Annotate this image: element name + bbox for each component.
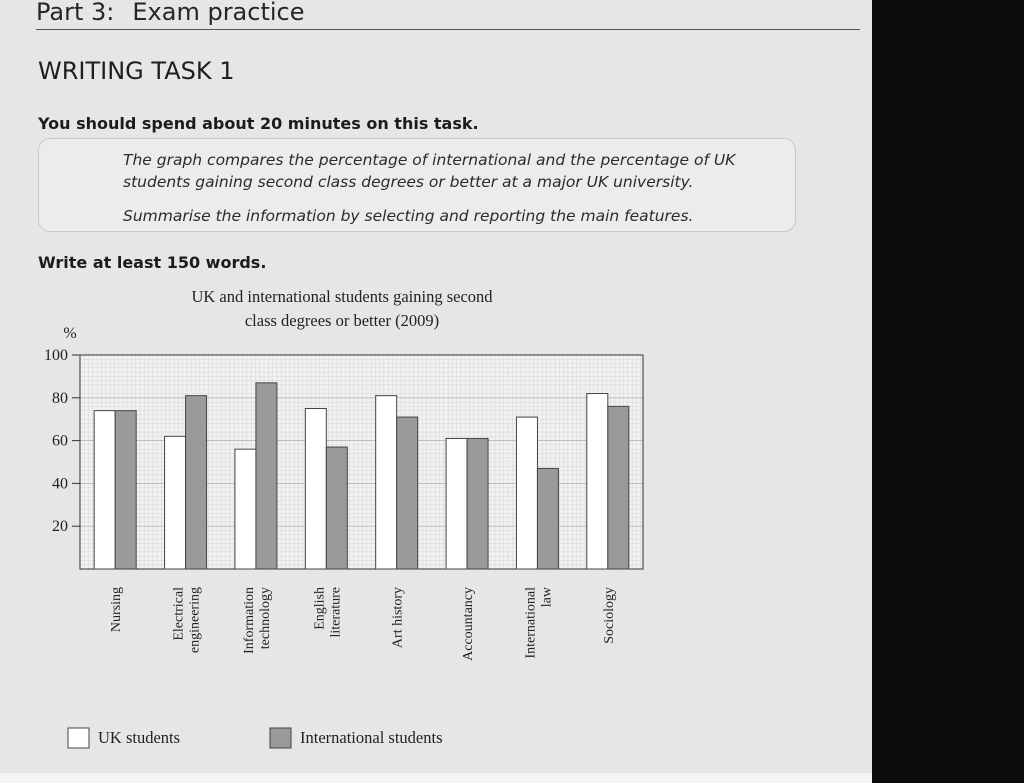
bar-uk-students <box>587 394 608 569</box>
legend-label: UK students <box>98 728 181 747</box>
y-tick-label: 20 <box>52 518 68 536</box>
x-tick-label <box>461 587 476 661</box>
x-tick-label-line: Accountancy <box>461 587 477 661</box>
x-tick-label <box>602 587 617 644</box>
part-number: Part 3: <box>36 0 115 26</box>
bar-chart <box>0 280 872 770</box>
bar-international-students <box>397 417 418 569</box>
x-tick-label <box>523 586 554 658</box>
x-tick-label-line: Sociology <box>601 587 617 644</box>
y-tick-label: 40 <box>52 475 68 493</box>
bar-international-students <box>537 468 558 569</box>
bar-uk-students <box>516 417 537 569</box>
legend-swatch <box>270 728 291 748</box>
bar-uk-students <box>376 396 397 569</box>
bar-international-students <box>467 438 488 569</box>
x-tick-label-line: Electrical <box>171 587 187 641</box>
bar-international-students <box>608 406 629 569</box>
x-tick-label-line: engineering <box>187 587 203 654</box>
x-tick-label-line: International <box>523 587 539 659</box>
y-axis-label: % <box>63 325 77 342</box>
part-header <box>36 0 305 26</box>
bar-uk-students <box>305 409 326 570</box>
x-tick-label <box>242 587 273 654</box>
legend-swatch <box>68 728 89 748</box>
legend-label: International students <box>300 728 443 747</box>
y-tick-label: 60 <box>52 432 68 450</box>
bar-international-students <box>186 396 207 569</box>
task-description: The graph compares the percentage of international and the percentage of UK students gaining second class degrees or better at a major UK university. <box>123 151 736 191</box>
chart-title-line: class degrees or better (2009) <box>244 311 440 330</box>
task-prompt: Summarise the information by selecting and reporting the main features. <box>123 207 694 225</box>
x-tick-label <box>312 587 343 638</box>
x-tick-label <box>109 587 124 632</box>
x-tick-label-line: literature <box>328 587 344 638</box>
x-tick-label-line: Art history <box>390 587 406 649</box>
bar-international-students <box>115 411 136 569</box>
section-title: Exam practice <box>132 0 305 26</box>
bar-international-students <box>326 447 347 569</box>
header-divider <box>36 29 860 30</box>
x-tick-label <box>172 587 203 653</box>
x-tick-label-line: technology <box>257 587 273 650</box>
bar-international-students <box>256 383 277 569</box>
task-heading: WRITING TASK 1 <box>38 57 235 85</box>
page-bottom-strip <box>0 773 872 783</box>
bar-uk-students <box>235 449 256 569</box>
y-tick-label: 100 <box>44 347 68 364</box>
x-tick-label-line: English <box>312 587 328 630</box>
chart-title-line: UK and international students gaining second <box>191 287 493 306</box>
x-tick-label-line: Information <box>241 587 257 654</box>
bar-uk-students <box>446 438 467 569</box>
legend <box>68 728 443 748</box>
word-limit: Write at least 150 words. <box>38 253 267 272</box>
bar-uk-students <box>94 411 115 569</box>
x-tick-label-line: law <box>539 587 555 608</box>
time-instruction: You should spend about 20 minutes on this task. <box>38 114 479 133</box>
y-tick-label: 80 <box>52 389 68 407</box>
task-prompt-box <box>38 138 796 232</box>
bar-uk-students <box>165 436 186 569</box>
x-tick-label-line: Nursing <box>109 587 125 633</box>
x-tick-label <box>391 587 406 648</box>
